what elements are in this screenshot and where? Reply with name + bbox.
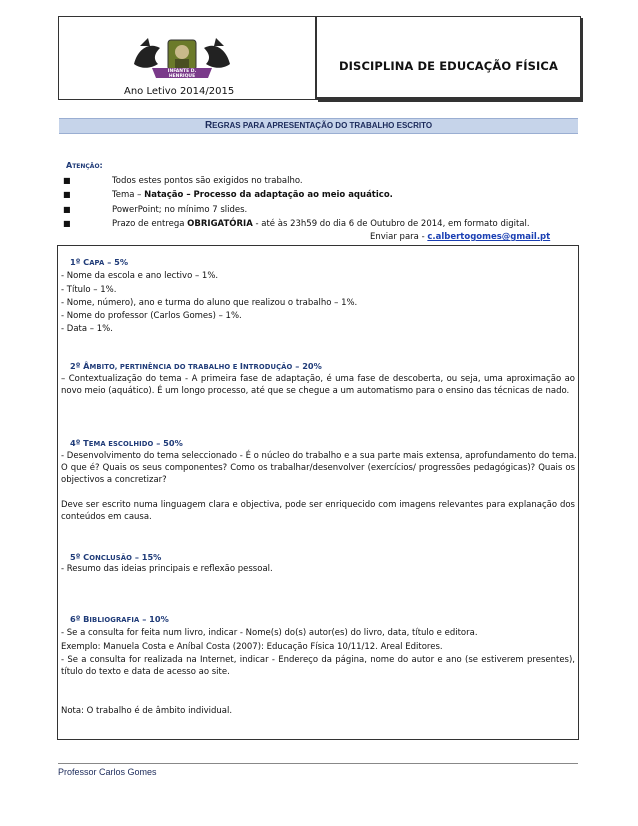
- section-name: APA: [89, 259, 105, 267]
- section-pct: – 50%: [153, 438, 183, 448]
- section-num: 5º: [70, 552, 84, 562]
- tema-line: - Desenvolvimento do tema seleccionado - É o núcleo do trabalho e a sua parte mais extensa, aprofundamento do tema.: [61, 451, 577, 461]
- conclusao-line: - Resumo das ideias principais e reflexão pessoal.: [61, 564, 273, 574]
- school-year: Ano Letivo 2014/2015: [124, 86, 235, 97]
- bibliografia-line: - Se a consulta for feita num livro, indicar - Nome(s) do(s) autor(es) do livro, data, título e editora.: [61, 628, 478, 638]
- section-num: 1º: [70, 257, 84, 267]
- section-pct: – 20%: [292, 361, 322, 371]
- footer-author: Professor Carlos Gomes: [58, 767, 157, 777]
- send-label: Enviar para -: [370, 232, 425, 242]
- attention-item-2-bold: Natação – Processo da adaptação ao meio aquático.: [144, 190, 393, 200]
- section-name: IBLIOGRAFIA: [89, 616, 140, 624]
- footer-divider: [58, 763, 578, 764]
- rules-title-rest: EGRAS PARA APRESENTAÇÃO DO TRABALHO ESCRITO: [212, 121, 433, 130]
- section-title-tema: [70, 438, 183, 448]
- section-num: 6º: [70, 614, 84, 624]
- section-initial: B: [83, 614, 90, 624]
- section-title-conclusao: [70, 552, 161, 562]
- capa-line: - Título – 1%.: [61, 285, 117, 295]
- section-initial: Â: [83, 361, 90, 371]
- school-logo: [130, 34, 234, 82]
- capa-line: - Nome, número), ano e turma do aluno que realizou o trabalho – 1%.: [61, 298, 358, 308]
- section-name-2: NTRODUÇÃO: [242, 363, 293, 371]
- attention-item-1: Todos estes pontos são exigidos no trabalho.: [112, 176, 303, 186]
- attention-item-4-bold: OBRIGATÓRIA: [187, 219, 253, 229]
- attention-item-3: PowerPoint; no mínimo 7 slides.: [112, 205, 248, 215]
- section-num: 4º: [70, 438, 84, 448]
- section-title-ambito: [70, 361, 322, 371]
- discipline-title: DISCIPLINA DE EDUCAÇÃO FÍSICA: [339, 59, 558, 73]
- attention-label: Atenção:: [66, 161, 103, 170]
- section-initial: T: [83, 438, 89, 448]
- bullet-icon: ■: [63, 190, 71, 199]
- ambito-paragraph: – Contextualização do tema - A primeira fase de adaptação, é uma fase de descoberta, ou seja, uma aproximação ao novo meio (aquático). É um longo processo, até que se chegue a um automatismo para o ensino das técnicas de nado.: [61, 374, 575, 396]
- attention-item-4-suffix: - até às 23h59 do dia 6 de Outubro de 2014, em formato digital.: [252, 219, 530, 229]
- rules-title-initial: R: [204, 120, 213, 131]
- section-initial: C: [83, 552, 90, 562]
- capa-line: - Nome da escola e ano lectivo – 1%.: [61, 271, 219, 281]
- attention-item-2-prefix: Tema –: [112, 190, 145, 200]
- section-pct: – 10%: [139, 614, 169, 624]
- header-right-box: [316, 16, 581, 100]
- section-initial: C: [83, 257, 90, 267]
- bullet-icon: ■: [63, 219, 71, 228]
- bullet-icon: ■: [63, 176, 71, 185]
- bibliografia-example: Exemplo: Manuela Costa e Aníbal Costa (2007): Educação Física 10/11/12. Areal Editores.: [61, 642, 443, 652]
- section-num: 2º: [70, 361, 84, 371]
- send-to: [370, 232, 550, 242]
- section-pct: – 5%: [104, 257, 129, 267]
- tema-paragraph-1: O que é? Quais os seus componentes? Como os trabalhar/desenvolver (exercícios/ progressões pedagógicas)? Quais os objectivos a concretizar?: [61, 463, 575, 485]
- attention-item-4: [112, 219, 530, 229]
- section-name: EMA ESCOLHIDO: [88, 440, 154, 448]
- section-initial-2: I: [239, 361, 243, 371]
- capa-line: - Data – 1%.: [61, 324, 113, 334]
- section-name: MBITO, PERTINÊNCIA DO TRABALHO E: [89, 363, 240, 371]
- logo-ribbon-text: INFANTE D. HENRIQUE: [167, 69, 197, 79]
- send-email-link[interactable]: c.albertogomes@gmail.pt: [427, 232, 551, 242]
- tema-paragraph-2: Deve ser escrito numa linguagem clara e objectiva, pode ser enriquecido com imagens relevantes para explanação dos conteúdos em causa.: [61, 500, 575, 522]
- section-title-bibliografia: [70, 614, 169, 624]
- attention-item-2: [112, 190, 393, 200]
- note: Nota: O trabalho é de âmbito individual.: [61, 706, 233, 716]
- attention-item-4-prefix: Prazo de entrega: [112, 219, 188, 229]
- section-pct: – 15%: [131, 552, 162, 562]
- bibliografia-paragraph: - Se a consulta for realizada na Internet, indicar - Endereço da página, nome do autor e ano (se estiverem presentes), título do texto e data de acesso ao site.: [61, 655, 575, 677]
- bullet-icon: ■: [63, 205, 71, 214]
- capa-line: - Nome do professor (Carlos Gomes) – 1%.: [61, 311, 242, 321]
- rules-title: [59, 120, 578, 131]
- section-name: ONCLUSÃO: [89, 554, 132, 562]
- section-title-capa: [70, 257, 128, 267]
